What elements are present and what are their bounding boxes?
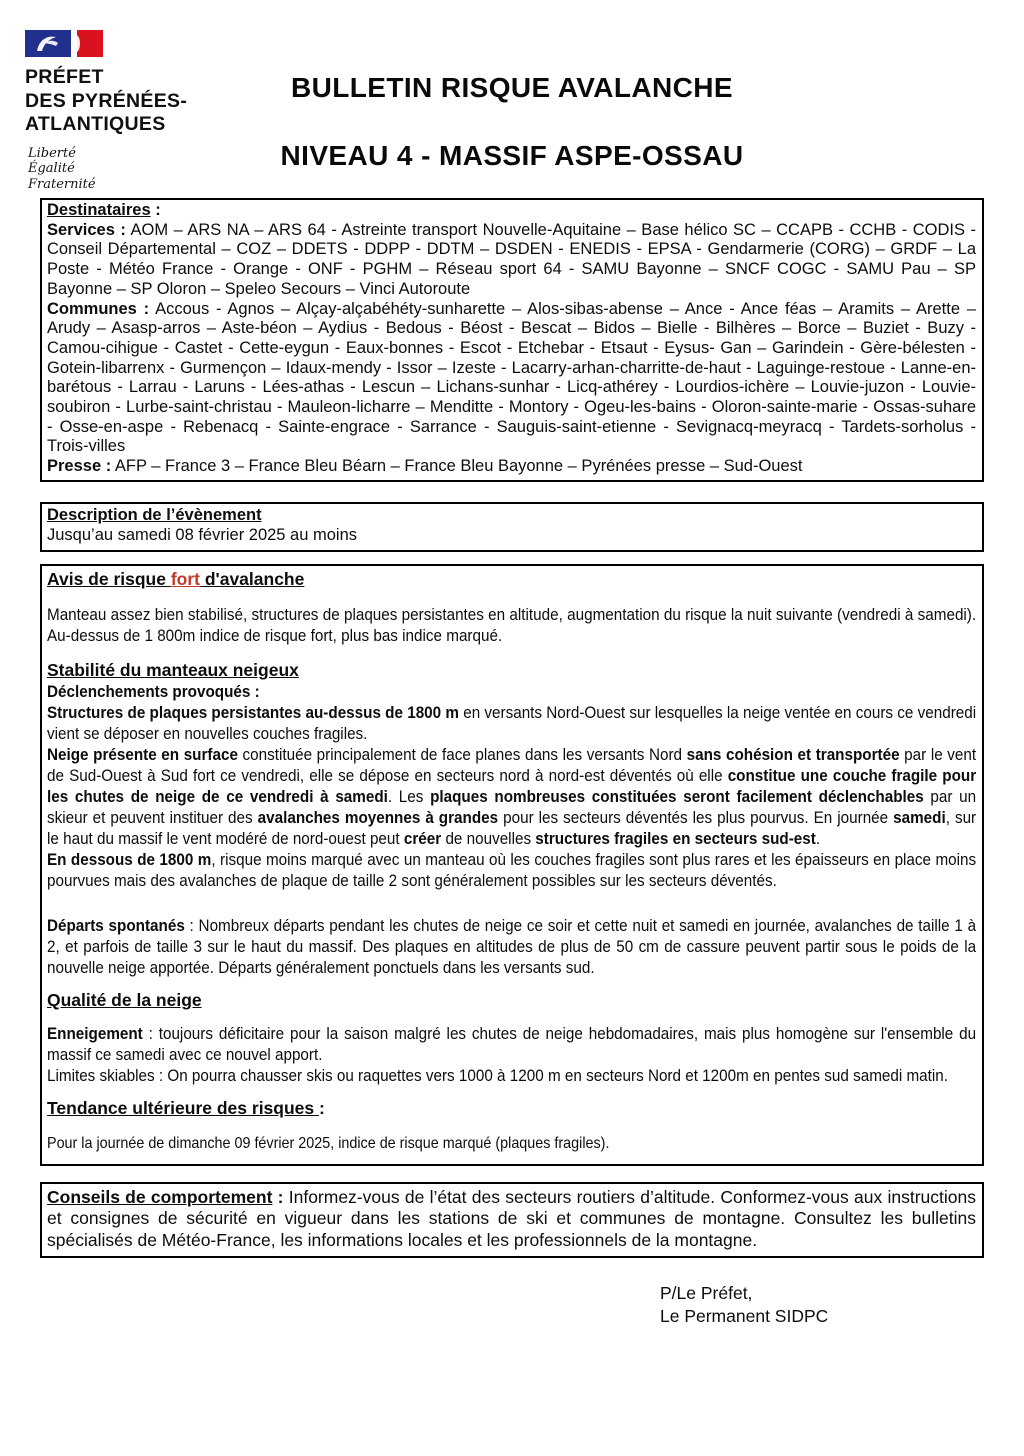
stabilite-paragraph-1: Structures de plaques persistantes au-dessus de 1800 m en versants Nord-Ouest sur lesquelles la neige ventée en cours ce vendredi vient se déposer en nouvelles couches fragiles. [47, 702, 977, 743]
stabilite-heading: Stabilité du manteaux neigeux [47, 659, 299, 680]
document-body [40, 198, 984, 1328]
communes-paragraph: Communes : Accous - Agnos – Alçay-alçabéhéty-sunharette – Alos-sibas-abense – Ance - Ance féas – Aramits – Arette – Arudy – Asasp-arros – Aste-béon – Aydius - Bedous - Béost - Bescat – Bidos – Bielle - Bilhères – Borce – Buziet - Buzy - Camou-cihigue - Castet - Cette-eygun - Eaux-bonnes - Escot - Etchebar - Etsaut - Eysus- Gan – Garindein - Gère-bélesten - Gotein-libarrenx - Gurmençon – Idaux-mendy - Issor – Izeste - Lacarry-arhan-charritte-de-haut - Laguinge-restoue - Lanne-en-barétous - Larrau - Laruns - Lées-athas - Lescun – Lichans-sunhar - Licq-athérey - Lourdios-ichère – Louvie-juzon - Louvie-soubiron - Lurbe-saint-christau - Mauleon-licharre – Menditte - Montory - Ogeu-les-bains - Oloron-sainte-marie - Ossas-suhare - Osse-en-aspe - Rebenacq - Sainte-engrace - Sarrance - Sauguis-saint-etienne - Sevignacq-meyracq - Tardets-sorholus - Trois-villes [47, 299, 976, 456]
departs-spontanes-paragraph: Départs spontanés : Nombreux départs pendant les chutes de neige ce soir et cette nuit et samedi en journée, avalanches de taille 1 à 2, et parfois de taille 3 sur le haut du massif. Des plaques en altitudes de plus de 50 cm de cassure peuvent partir sous le poids de la nouvelle neige apportée. Départs généralement ponctuels dans les versants sud. [47, 915, 977, 977]
french-flag-icon [25, 30, 103, 57]
conseils-box [40, 1182, 984, 1259]
bulletin-level-title: NIVEAU 4 - MASSIF ASPE-OSSAU [280, 140, 744, 171]
description-box [40, 502, 984, 552]
description-heading: Description de l’évènement [47, 505, 262, 524]
stabilite-paragraph-3: En dessous de 1800 m, risque moins marqué avec un manteau où les couches fragiles sont plus rares et les épaisseurs en place moins pourvues mais des avalanches de plaque de taille 2 sont généralement possibles sur les secteurs déventés. [47, 849, 977, 890]
tendance-body: Pour la journée de dimanche 09 février 2025, indice de risque marqué (plaques fragiles). [47, 1134, 610, 1152]
prefecture-name-line: DES PYRÉNÉES- [25, 89, 188, 112]
enneigement-paragraph: Enneigement : toujours déficitaire pour la saison malgré les chutes de neige hebdomadaires, mais plus homogène sur l'ensemble du massif ce samedi avec ce nouvel apport. [47, 1023, 977, 1064]
description-body: Jusqu’au samedi 08 février 2025 au moins [47, 525, 358, 544]
limites-skiables-paragraph: Limites skiables : On pourra chausser skis ou raquettes vers 1000 à 1200 m en secteurs Nord et 1200m en pentes sud samedi matin. [47, 1065, 949, 1085]
motto-line: Fraternité [28, 176, 96, 192]
prefecture-name-line: PRÉFET [25, 66, 104, 88]
destinataires-box [40, 198, 984, 482]
motto-line: Égalité [28, 161, 75, 176]
motto-line: Liberté [28, 145, 76, 161]
signature-block [660, 1282, 984, 1328]
prefecture-name-line: ATLANTIQUES [25, 113, 166, 135]
qualite-heading: Qualité de la neige [47, 989, 202, 1010]
signature-line-2: Le Permanent SIDPC [660, 1306, 829, 1327]
destinataires-heading: Destinataires : [47, 201, 161, 219]
tendance-heading: Tendance ultérieure des risques : [47, 1097, 325, 1118]
conseils-paragraph: Conseils de comportement : Informez-vous de l’état des secteurs routiers d’altitude. Conformez-vous aux instructions et consignes de sécurité en vigueur dans les stations de ski et communes de montagne. Consultez les bulletins spécialisés de Météo-France, les informations locales et les professionnels de la montagne. [47, 1186, 976, 1250]
stabilite-subheading: Déclenchements provoqués : [47, 681, 260, 701]
presse-paragraph: Presse : AFP – France 3 – France Bleu Béarn – France Bleu Bayonne – Pyrénées presse – Sud-Ouest [47, 457, 803, 476]
signature-line-1: P/Le Préfet, [660, 1283, 753, 1304]
document-titles [0, 72, 1024, 172]
avis-heading: Avis de risque fort d'avalanche [47, 568, 305, 589]
avis-intro-paragraph: Manteau assez bien stabilisé, structures de plaques persistantes en altitude, augmentation du risque la nuit suivante (vendredi à samedi). Au-dessus de 1 800m indice de risque fort, plus bas indice marqué. [47, 604, 977, 645]
avis-box [40, 564, 984, 1166]
stabilite-paragraph-2: Neige présente en surface constituée principalement de face planes dans les versants Nord sans cohésion et transportée par le vent de Sud-Ouest à Sud fort ce vendredi, elle se dépose en secteurs nord à nord-est déventés où elle constitue une couche fragile pour les chutes de neige de ce vendredi à samedi. Les plaques nombreuses constituées seront facilement déclenchables par un skieur et peuvent instituer des avalanches moyennes à grandes pour les secteurs déventés les plus pourvus. En journée samedi, sur le haut du massif le vent modéré de nord-ouest peut créer de nouvelles structures fragiles en secteurs sud-est. [47, 744, 977, 848]
bulletin-title: BULLETIN RISQUE AVALANCHE [291, 72, 733, 103]
services-paragraph: Services : AOM – ARS NA – ARS 64 - Astreinte transport Nouvelle-Aquitaine – Base hélico SC – CCAPB - CCHB - CODIS - Conseil Départemental – COZ – DDETS - DDPP - DDTM – DSDEN - ENEDIS - EPSA - Gendarmerie (CORG) – GRDF – La Poste - Météo France - Orange - ONF - PGHM – Réseau sport 64 - SAMU Bayonne – SNCF COGC - SAMU Pau – SP Bayonne – SP Oloron – Speleo Secours – Vinci Autoroute [47, 220, 976, 298]
